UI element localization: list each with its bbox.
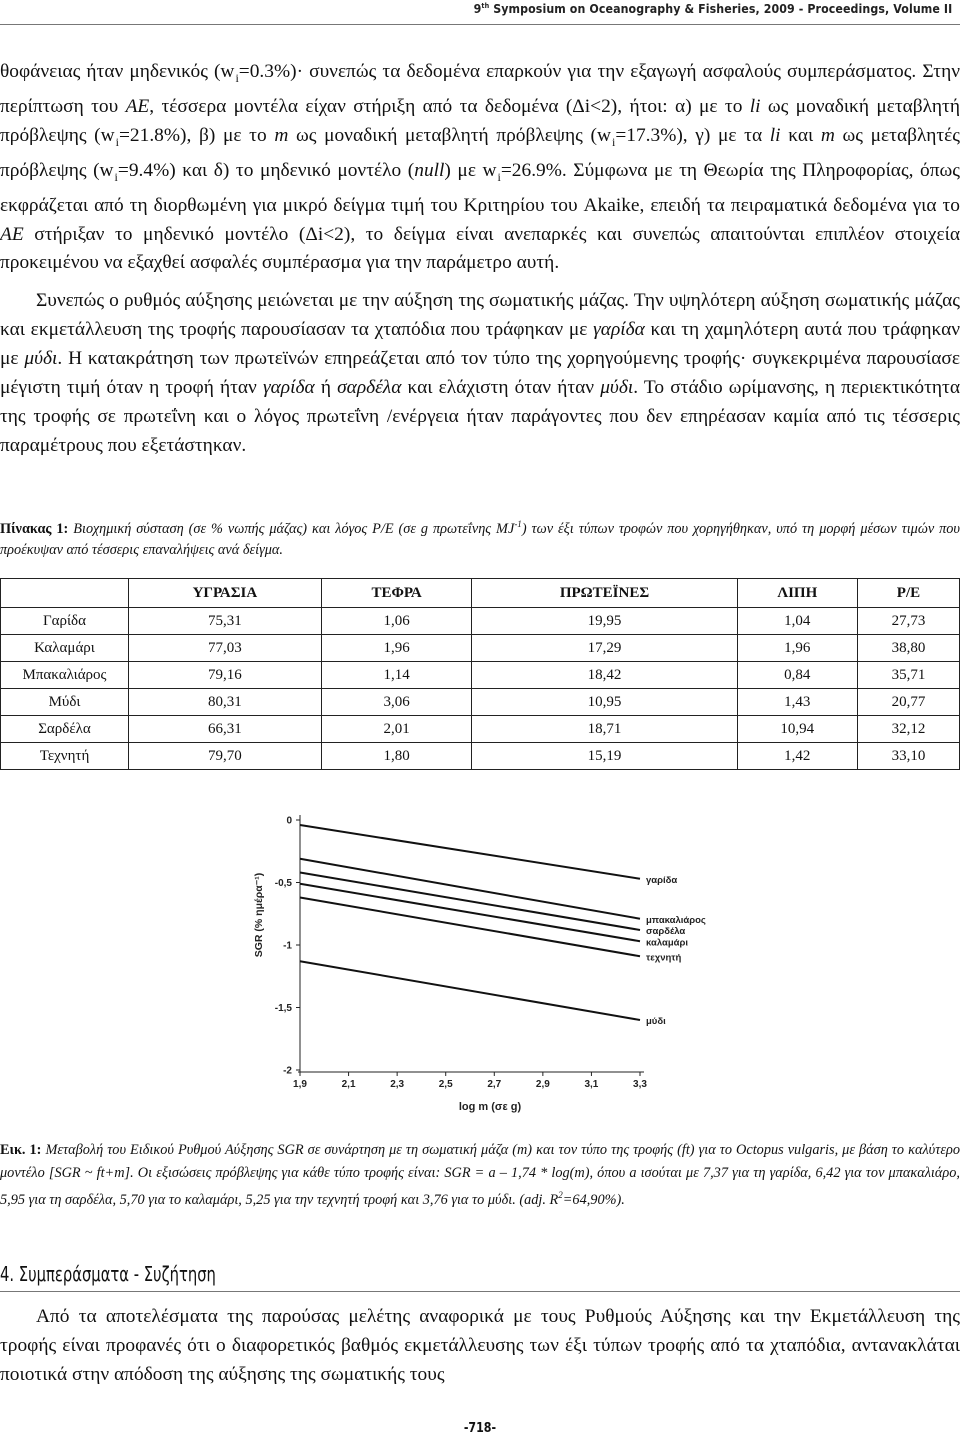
series-line-0 xyxy=(300,825,640,879)
table-cell: Τεχνητή xyxy=(1,743,129,770)
x-axis-label: log m (σε g) xyxy=(458,1101,522,1113)
table-cell: Μπακαλιάρος xyxy=(1,662,129,689)
table-header-cell: P/E xyxy=(857,579,959,608)
header-ordinal-suffix: th xyxy=(481,2,489,10)
x-tick-label: 1,9 xyxy=(293,1079,307,1090)
table-cell: 79,70 xyxy=(129,743,322,770)
table-row xyxy=(1,635,960,662)
series-label-0: γαρίδα xyxy=(646,874,678,886)
table-cell: 1,42 xyxy=(737,743,857,770)
table-cell: 75,31 xyxy=(129,608,322,635)
table-cell: 1,96 xyxy=(321,635,472,662)
table-cell: Μύδι xyxy=(1,689,129,716)
table-cell: 1,06 xyxy=(321,608,472,635)
x-tick-label: 2,7 xyxy=(487,1079,502,1090)
table-cell: 1,14 xyxy=(321,662,472,689)
section-title: 4. Συμπεράσματα - Συζήτηση xyxy=(0,1262,216,1286)
table-cell: 0,84 xyxy=(737,662,857,689)
table-cell: 19,95 xyxy=(472,608,737,635)
section-rule xyxy=(0,1291,960,1292)
sgr-chart-svg xyxy=(250,805,710,1115)
table-cell: 1,43 xyxy=(737,689,857,716)
series-line-2 xyxy=(300,873,640,931)
table-cell: 18,42 xyxy=(472,662,737,689)
y-axis-label: SGR (% ημέρα⁻¹) xyxy=(253,872,265,958)
body-paragraph-1: θοφάνειας ήταν μηδενικός $(w_i=0.3\%)\cdot \sigma\upsilon\nu\varepsilon\pi ώ\varsigma$ τα δεδομένα επαρκούν για την εξαγωγή ασφαλούς συμπεράσματος. Στην περίπτωση του AE, τέσσερα μοντέλα είχαν στήριξη από τα δεδομένα (Δi<2), ήτοι: α) με το li ως μοναδική μεταβλητή πρόβλεψης $(w_i=21.8\%)$, β) με το m ως μοναδική μεταβλητή πρόβλεψης $(w_i=17.3\%)$, γ) με τα li και m ως μεταβλητές πρόβλεψης $(w_i=9.4\%)$ και δ) το μηδενικό μοντέλο (null) με $w_i=26.9\%$. Σύμφωνα με τη Θεωρία της Πληροφορίας, όπως εκφράζεται από τη διορθωμένη για μικρό δείγμα τιμή του Κριτηρίου του Akaike, επειδή τα πειραματικά δεδομένα για το AE στήριξαν το μηδενικό μοντέλο (Δi<2), το δείγμα είναι ανεπαρκές και συνεπώς απαιτούνται επιπλέον στοιχεία προκειμένου να εξαχθεί ασφαλές συμπέρασμα για την παράμετρο αυτή. xyxy=(0,61,960,274)
table-row xyxy=(1,608,960,635)
table-row xyxy=(1,662,960,689)
table-cell: 1,96 xyxy=(737,635,857,662)
table-cell: 27,73 xyxy=(857,608,959,635)
x-tick-label: 3,1 xyxy=(584,1079,599,1090)
y-tick-label: -1,5 xyxy=(274,1003,292,1014)
series-label-3: καλαμάρι xyxy=(646,937,688,949)
table-caption-label: Πίνακας 1: xyxy=(0,520,69,537)
table-header-cell: ΠΡΩΤΕΪΝΕΣ xyxy=(472,579,737,608)
composition-table xyxy=(0,578,960,770)
table-cell: Καλαμάρι xyxy=(1,635,129,662)
table-caption: Πίνακας 1: Βιοχημική σύσταση (σε % νωπής μάζας) και λόγος P/E (σε g πρωτεΐνης $MJ^{-1}$) των έξι τύπων τροφών που χορηγήθηκαν, υπό τη μορφή μέσων τιμών που προέκυψαν από τέσσερις επαναλήψεις ανά δείγμα. xyxy=(0,519,960,558)
series-label-1: μπακαλιάρος xyxy=(646,914,706,926)
table-row xyxy=(1,689,960,716)
table-cell: 66,31 xyxy=(129,716,322,743)
series-line-1 xyxy=(300,859,640,919)
series-line-5 xyxy=(300,961,640,1020)
y-tick-label: -0,5 xyxy=(274,878,292,889)
table-cell: 79,16 xyxy=(129,662,322,689)
table-row xyxy=(1,716,960,743)
series-line-4 xyxy=(300,898,640,957)
table-cell: 35,71 xyxy=(857,662,959,689)
table-cell: 3,06 xyxy=(321,689,472,716)
table-cell: 1,80 xyxy=(321,743,472,770)
table-cell: 15,19 xyxy=(472,743,737,770)
table-cell: 33,10 xyxy=(857,743,959,770)
series-label-2: σαρδέλα xyxy=(646,926,686,937)
page-number: -718- xyxy=(463,1421,497,1436)
table-cell: 38,80 xyxy=(857,635,959,662)
body-paragraph-2: Συνεπώς ο ρυθμός αύξησης μειώνεται με την αύξηση της σωματικής μάζας. Την υψηλότερη αύξηση σωματικής μάζας και εκμετάλλευση της τροφής παρουσίασαν τα χταπόδια που τράφηκαν με γαρίδα και τη χαμηλότερη αυτά που τράφηκαν με μύδι. Η κατακράτηση των πρωτεϊνών επηρεάζεται από τον τύπο της χορηγούμενης τροφής· συγκεκριμένα παρουσίασε μέγιστη τιμή όταν η τροφή ήταν γαρίδα ή σαρδέλα και ελάχιστη όταν ήταν μύδι. Το στάδιο ωρίμανσης, η περιεκτικότητα της τροφής σε πρωτεΐνη και ο λόγος πρωτεΐνη /ενέργεια ήταν παράγοντες που δεν επηρέασαν καμία από τις τέσσερις παραμέτρους που εξετάστηκαν. xyxy=(0,290,960,456)
y-tick-label: -1 xyxy=(283,940,292,952)
table-cell: 2,01 xyxy=(321,716,472,743)
table-cell: 77,03 xyxy=(129,635,322,662)
table-cell: 17,29 xyxy=(472,635,737,662)
table-header-cell xyxy=(1,579,129,608)
table-cell: 32,12 xyxy=(857,716,959,743)
header-number: 9 xyxy=(473,2,482,16)
body-paragraph-3: Από τα αποτελέσματα της παρούσας μελέτης αναφορικά με τους Ρυθμούς Αύξησης και την Εκμετάλλευση της τροφής είναι προφανές ότι ο διαφορετικός βαθμός εκμετάλλευσης των έξι τύπων τροφής από τα χταπόδια, αντανακλάται ποιοτικά στην απόδοση της αύξησης της σωματικής τους xyxy=(0,1306,960,1385)
x-tick-label: 2,9 xyxy=(535,1079,550,1090)
x-tick-label: 2,3 xyxy=(390,1079,405,1090)
sgr-chart xyxy=(250,805,710,1115)
x-tick-label: 3,3 xyxy=(633,1079,647,1090)
table-header-cell: ΥΓΡΑΣΙΑ xyxy=(129,579,322,608)
series-label-5: μύδι xyxy=(646,1016,666,1027)
table-row xyxy=(1,743,960,770)
figure-caption-label: Εικ. 1: xyxy=(0,1142,42,1158)
table-cell: 10,95 xyxy=(472,689,737,716)
x-tick-label: 2,5 xyxy=(438,1079,453,1090)
x-tick-label: 2,1 xyxy=(341,1079,356,1090)
running-header xyxy=(473,2,952,16)
header-rule xyxy=(0,24,960,25)
header-text: Symposium on Oceanography & Fisheries, 2009 - Proceedings, Volume II xyxy=(492,2,952,16)
figure-caption: Εικ. 1: Μεταβολή του Ειδικού Ρυθμού Αύξησης SGR σε συνάρτηση με τη σωματική μάζα (m) και τον τύπο της τροφής (ft) για το Octopus vulgaris, με βάση το καλύτερο μοντέλο [SGR ~ ft+m]. Οι εξισώσεις πρόβλεψης για κάθε τύπο τροφής είναι: SGR = a – 1,74 * log(m), όπου a ισούται με 7,37 για τη γαρίδα, 6,42 για τον μπακαλιάρο, 5,95 για τη σαρδέλα, 5,70 για το καλαμάρι, 5,25 για την τεχνητή τροφή και 3,76 για το μύδι. (adj. $R^2=64,90\%$). xyxy=(0,1142,960,1208)
table-cell: 1,04 xyxy=(737,608,857,635)
table-cell: Σαρδέλα xyxy=(1,716,129,743)
table-header-cell: ΛΙΠΗ xyxy=(737,579,857,608)
series-line-3 xyxy=(300,884,640,942)
table-cell: 10,94 xyxy=(737,716,857,743)
table-cell: Γαρίδα xyxy=(1,608,129,635)
table-header-row xyxy=(1,579,960,608)
y-tick-label: -2 xyxy=(283,1065,292,1077)
table-header-cell: ΤΕΦΡΑ xyxy=(321,579,472,608)
table-cell: 80,31 xyxy=(129,689,322,716)
table-cell: 18,71 xyxy=(472,716,737,743)
y-tick-label: 0 xyxy=(286,815,292,827)
series-label-4: τεχνητή xyxy=(646,952,682,964)
table-cell: 20,77 xyxy=(857,689,959,716)
